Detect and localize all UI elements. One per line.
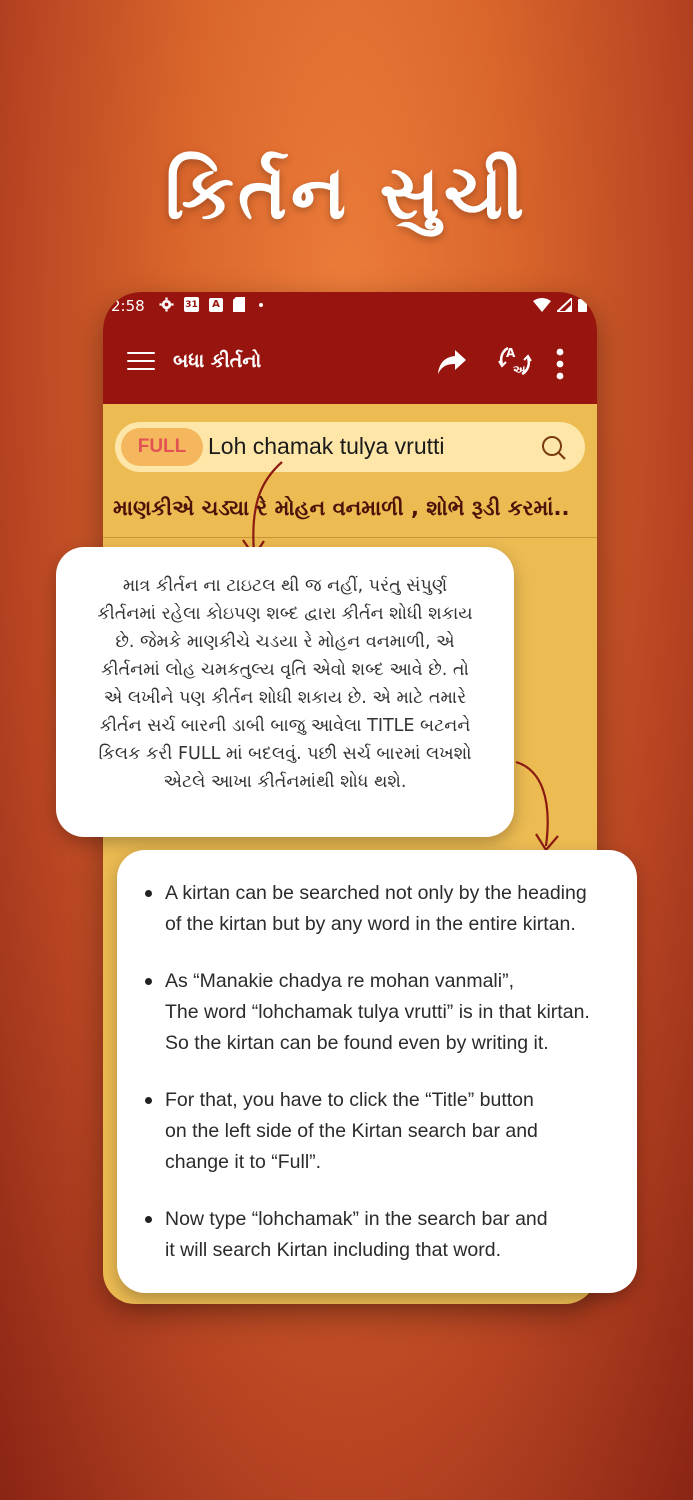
calendar-icon: 31 [184,297,199,312]
gujarati-info-line: માત્ર કીર્તન ના ટાઇટલ થી જ નહીં, પરંતુ સંપુર્ણ [122,576,448,596]
info-bullet-line: change it to “Full”. [165,1151,322,1173]
svg-text:અ: અ [513,363,526,377]
menu-icon[interactable] [127,352,155,372]
gujarati-info-text [66,572,504,796]
app-bar [103,322,597,404]
notification-dot-icon [259,303,263,307]
gujarati-info-line: કિલક કરી FULL માં બદલવું. પછી સર્ચ બારમાં લખશો [98,744,472,764]
font-icon: A [209,298,223,312]
status-bar [103,292,597,322]
app-title: બધા કીર્તનો [173,350,262,372]
info-bullet-item [143,1085,623,1178]
search-input[interactable]: Loh chamak tulya vrutti [208,433,445,459]
info-bullet-line: The word “lohchamak tulya vrutti” is in that kirtan. [165,1001,590,1023]
info-bullet-line: A kirtan can be searched not only by the heading [165,882,587,904]
wifi-icon [533,298,551,312]
info-bullet-line: For that, you have to click the “Title” button [165,1089,534,1111]
info-bullet-line: on the left side of the Kirtan search bar and [165,1120,538,1142]
gujarati-info-line: કીર્તનમાં રહેલા કોઇપણ શબ્દ દ્વારા કીર્તન શોધી શકાય [97,604,473,624]
gujarati-info-line: એટલે આખા કીર્તનમાંથી શોધ થશે. [163,772,407,792]
battery-icon [578,297,587,312]
kirtan-result-item[interactable]: માણકીએ ચડ્યા રે મોહન વનમાળી , શોભે રૂડી કરમાં.. [113,496,570,520]
svg-text:A: A [506,346,516,360]
divider [103,537,597,538]
signal-icon [557,298,572,312]
status-system-icons [533,297,587,312]
sd-card-icon [233,297,245,312]
translate-icon[interactable] [498,344,532,378]
gujarati-info-line: કીર્તનમાં લોહ ચમકતુલ્ય વૃતિ એવો શબ્દ આવે છે. તો [101,660,469,680]
info-bullet-item [143,966,623,1059]
info-bullet-line: So the kirtan can be found even by writing it. [165,1032,549,1054]
share-icon[interactable] [437,348,467,376]
english-info-card [117,850,637,1293]
info-bullet-item [143,1204,623,1266]
gujarati-info-card [56,547,514,837]
info-bullet-line: it will search Kirtan including that word. [165,1239,501,1261]
status-time: 2:58 [111,297,145,315]
more-vert-icon[interactable] [555,348,565,380]
search-icon[interactable] [541,435,567,461]
status-notification-icons [159,297,263,312]
hero-title: કિર્તન સુચી [164,150,529,236]
gujarati-info-line: છે. જેમકે માણકીચે ચડયા રે મોહન વનમાળી, એ [115,632,455,652]
settings-icon [159,297,174,312]
search-mode-toggle[interactable]: FULL [121,428,203,466]
english-info-list [143,878,623,1292]
pointer-arrow-bottom [510,758,570,858]
gujarati-info-line: એ લખીને પણ કીર્તન શોધી શકાય છે. એ માટે તમારે [103,688,467,708]
info-bullet-item [143,878,623,940]
gujarati-info-line: કીર્તન સર્ચ બારની ડાબી બાજુ આવેલા TITLE બટનને [99,716,471,736]
info-bullet-line: Now type “lohchamak” in the search bar and [165,1208,548,1230]
info-bullet-line: of the kirtan but by any word in the entire kirtan. [165,913,576,935]
info-bullet-line: As “Manakie chadya re mohan vanmali”, [165,970,514,992]
search-bar[interactable] [115,422,585,472]
